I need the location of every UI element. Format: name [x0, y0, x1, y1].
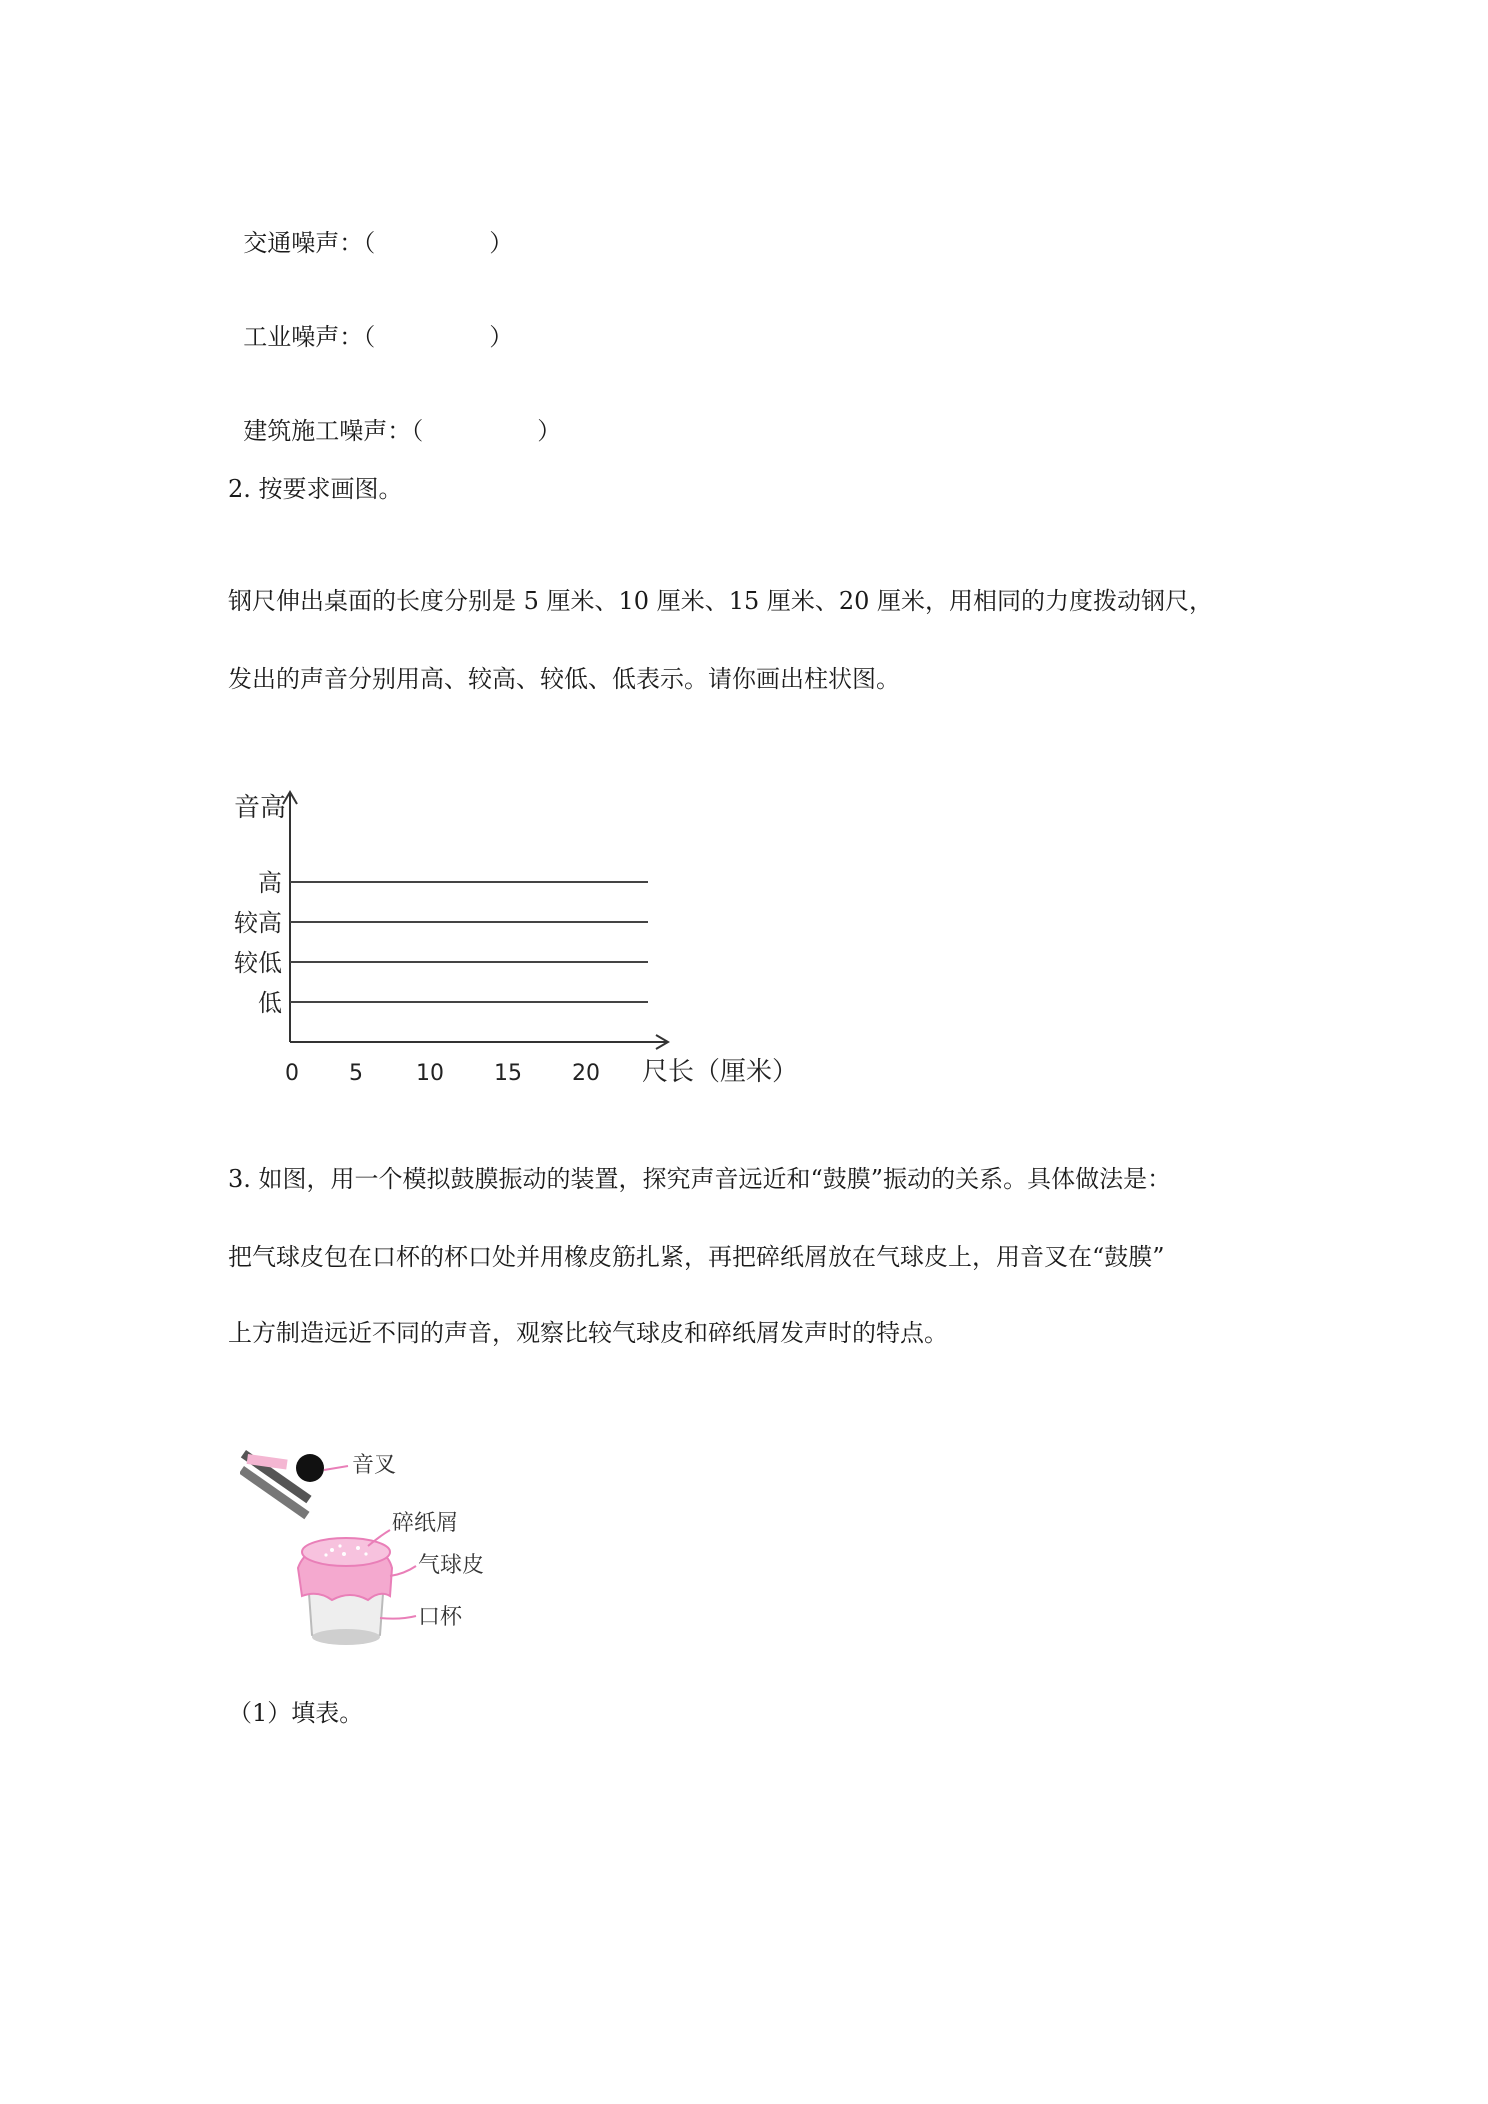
x-tick-label: 10	[416, 1061, 444, 1086]
bar-chart	[228, 780, 808, 1100]
label-tuning-fork: 音叉	[352, 1453, 397, 1478]
x-tick-label: 20	[572, 1061, 600, 1086]
x-axis-label: 尺长（厘米）	[642, 1057, 799, 1087]
blank-close: ）	[537, 417, 562, 445]
q3-text-line1: 3. 如图，用一个模拟鼓膜振动的装置，探究声音远近和“鼓膜”振动的关系。具体做法是：	[228, 1165, 1172, 1193]
y-tick-label: 高	[258, 869, 282, 897]
blank-close: ）	[489, 229, 514, 257]
y-tick-label: 低	[258, 989, 282, 1017]
blank-close: ）	[489, 323, 514, 351]
q2-text-line1: 钢尺伸出桌面的长度分别是 5 厘米、10 厘米、15 厘米、20 厘米，用相同的力度拨动钢尺，	[228, 587, 1214, 615]
blank-construction-noise	[228, 380, 561, 448]
q3-sub1: （1）填表。	[228, 1699, 364, 1727]
label-paper-bits: 碎纸屑	[392, 1511, 459, 1536]
label-balloon-skin: 气球皮	[418, 1553, 485, 1578]
blank-label: 建筑施工噪声：（	[243, 417, 424, 445]
q2-text-line2: 发出的声音分别用高、较高、较低、低表示。请你画出柱状图。	[228, 665, 900, 693]
x-tick-label: 5	[349, 1061, 363, 1086]
blank-traffic-noise	[228, 192, 513, 260]
blank-industrial-noise	[228, 286, 513, 354]
blank-label: 工业噪声：（	[243, 323, 376, 351]
balloon-skin-icon	[298, 1538, 392, 1600]
q3-text-line3: 上方制造远近不同的声音，观察比较气球皮和碎纸屑发声时的特点。	[228, 1319, 948, 1347]
x-tick-label: 0	[285, 1061, 299, 1086]
label-cup: 口杯	[418, 1605, 463, 1630]
x-tick-label: 15	[494, 1061, 522, 1086]
q2-title: 2. 按要求画图。	[228, 475, 403, 503]
drum-apparatus-figure	[240, 1440, 540, 1660]
y-axis-label: 音高	[234, 793, 287, 823]
blank-label: 交通噪声：（	[243, 229, 376, 257]
y-tick-label: 较高	[234, 909, 282, 937]
y-tick-label: 较低	[234, 949, 282, 977]
q3-text-line2: 把气球皮包在口杯的杯口处并用橡皮筋扎紧，再把碎纸屑放在气球皮上，用音叉在“鼓膜”	[228, 1243, 1165, 1271]
tuning-fork-icon	[240, 1450, 324, 1519]
